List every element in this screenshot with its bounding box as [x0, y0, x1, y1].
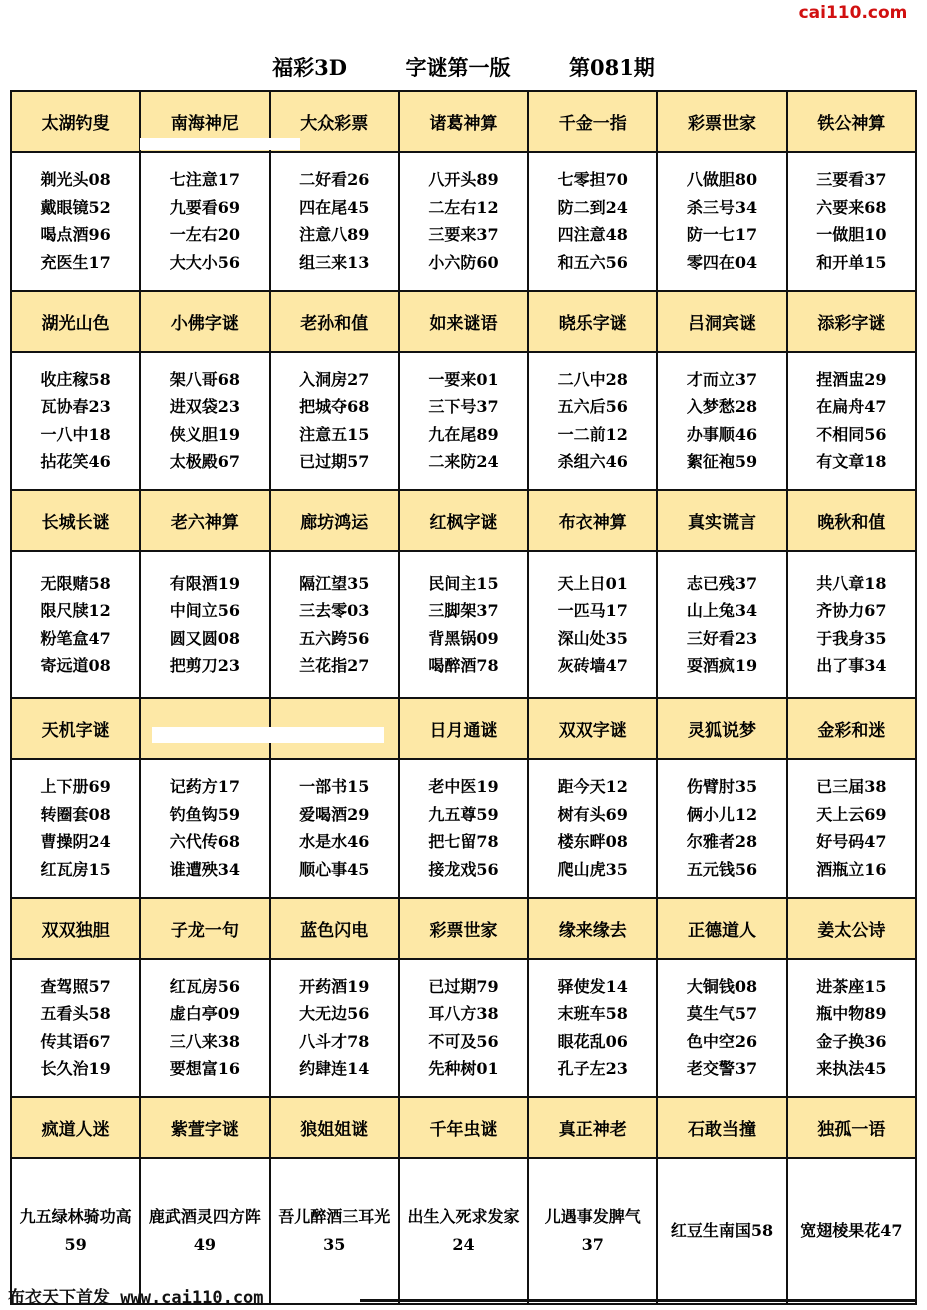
author-name-cell: 南海神尼 [140, 91, 269, 152]
riddle-row [11, 152, 916, 291]
riddle-line: 九五绿林骑功高59 [19, 1207, 132, 1255]
riddle-line: 齐协力67 [816, 601, 887, 621]
riddle-line: 把剪刀23 [169, 656, 241, 676]
riddle-line: 粉笔盒47 [40, 628, 111, 648]
author-name-cell: 红枫字谜 [399, 490, 528, 551]
riddle-line: 大铜钱08 [686, 976, 758, 996]
riddle-line: 一八中18 [40, 424, 111, 444]
riddle-line: 伤臂肘35 [686, 777, 758, 797]
riddle-line: 九要看69 [169, 197, 241, 217]
riddle-line: 喝醉酒78 [428, 656, 499, 676]
riddle-line: 鹿武酒灵四方阵49 [148, 1207, 261, 1255]
riddle-line: 瓦协春23 [40, 397, 111, 417]
riddle-line: 孔子左23 [557, 1059, 628, 1079]
author-name-cell: 正德道人 [657, 898, 786, 959]
riddle-line: 好号码47 [816, 832, 887, 852]
riddle-line: 兰花指27 [299, 656, 370, 676]
riddle-line: 大无边56 [299, 1004, 370, 1024]
riddle-line: 二来防24 [428, 452, 499, 472]
riddle-line: 把城夺68 [299, 397, 370, 417]
riddle-line: 先种树01 [428, 1059, 499, 1079]
riddle-line: 组三来13 [299, 252, 370, 272]
riddle-cell [399, 959, 528, 1098]
riddle-line: 限尺牍12 [40, 601, 111, 621]
riddle-cell [140, 551, 269, 698]
riddle-line: 一匹马17 [557, 601, 628, 621]
riddle-table [10, 90, 917, 1305]
riddle-line: 耳八方38 [428, 1004, 499, 1024]
riddle-row [11, 759, 916, 898]
riddle-line: 一要来01 [428, 369, 499, 389]
author-name-cell: 晚秋和值 [787, 490, 916, 551]
riddle-line: 防二到24 [557, 197, 628, 217]
author-name-cell: 疯道人迷 [11, 1097, 140, 1158]
author-name-cell: 日月通谜 [399, 698, 528, 759]
riddle-line: 二八中28 [557, 369, 628, 389]
riddle-line: 防一七17 [686, 225, 758, 245]
riddle-line: 老交警37 [686, 1059, 758, 1079]
riddle-line: 民间主15 [428, 573, 499, 593]
riddle-line: 志已残37 [686, 573, 758, 593]
author-name-cell: 狼姐姐谜 [270, 1097, 399, 1158]
riddle-line: 要想富16 [169, 1059, 241, 1079]
author-name-cell: 诸葛神算 [399, 91, 528, 152]
riddle-cell [140, 152, 269, 291]
riddle-line: 四注意48 [557, 225, 628, 245]
riddle-line: 耍酒疯19 [686, 656, 758, 676]
riddle-line: 二好看26 [299, 170, 370, 190]
riddle-line: 末班车58 [557, 1004, 628, 1024]
riddle-line: 共八章18 [816, 573, 887, 593]
riddle-cell [657, 551, 786, 698]
riddle-line: 吾儿醉酒三耳光35 [278, 1207, 391, 1255]
riddle-line: 谁遭殃34 [169, 859, 241, 879]
riddle-cell [528, 959, 657, 1098]
author-name-cell: 廊坊鸿运 [270, 490, 399, 551]
riddle-cell [528, 152, 657, 291]
riddle-cell [787, 1158, 916, 1304]
riddle-line: 色中空26 [686, 1031, 758, 1051]
riddle-line: 约肆连14 [299, 1059, 370, 1079]
riddle-line: 爱喝酒29 [299, 804, 370, 824]
riddle-cell [11, 352, 140, 491]
riddle-line: 才而立37 [686, 369, 758, 389]
riddle-line: 钓鱼钩59 [169, 804, 241, 824]
riddle-line: 隔江望35 [299, 573, 370, 593]
riddle-line: 三八来38 [169, 1031, 241, 1051]
author-name-cell: 铁公神算 [787, 91, 916, 152]
author-name-cell: 灵狐说梦 [657, 698, 786, 759]
riddle-line: 已过期79 [428, 976, 499, 996]
riddle-line: 充医生17 [40, 252, 111, 272]
riddle-cell [528, 759, 657, 898]
riddle-line: 酒瓶立16 [816, 859, 887, 879]
riddle-cell [270, 551, 399, 698]
riddle-line: 和五六56 [557, 252, 628, 272]
riddle-line: 杀三号34 [686, 197, 758, 217]
author-name-cell: 太湖钓叟 [11, 91, 140, 152]
riddle-line: 把七留78 [428, 832, 499, 852]
riddle-line: 宽翅棱果花47 [800, 1221, 903, 1241]
riddle-line: 寄远道08 [40, 656, 111, 676]
riddle-line: 开药酒19 [299, 976, 370, 996]
author-name-cell: 姜太公诗 [787, 898, 916, 959]
riddle-line: 接龙戏56 [428, 859, 499, 879]
riddle-line: 儿遇事发脾气37 [544, 1207, 641, 1255]
riddle-line: 三要看37 [816, 170, 887, 190]
riddle-line: 红瓦房15 [40, 859, 111, 879]
riddle-line: 一二前12 [557, 424, 628, 444]
riddle-cell [787, 759, 916, 898]
author-name-cell: 金彩和迷 [787, 698, 916, 759]
author-name-cell: 千金一指 [528, 91, 657, 152]
riddle-line: 八做胆80 [686, 170, 758, 190]
riddle-line: 山上兔34 [686, 601, 758, 621]
riddle-line: 有文章18 [816, 452, 887, 472]
riddle-line: 二左右12 [428, 197, 499, 217]
riddle-line: 灰砖墙47 [557, 656, 628, 676]
riddle-line: 记药方17 [169, 777, 241, 797]
riddle-line: 侠义胆19 [169, 424, 241, 444]
riddle-line: 老中医19 [428, 777, 499, 797]
riddle-line: 三要来37 [428, 225, 499, 245]
riddle-cell [787, 152, 916, 291]
riddle-line: 九在尾89 [428, 424, 499, 444]
riddle-line: 瓶中物89 [816, 1004, 887, 1024]
author-name-cell: 大众彩票 [270, 91, 399, 152]
riddle-cell [11, 759, 140, 898]
riddle-line: 注意五15 [299, 424, 370, 444]
riddle-line: 转圈套08 [40, 804, 111, 824]
riddle-line: 办事顺46 [686, 424, 758, 444]
footer-divider [360, 1299, 917, 1302]
riddle-cell [657, 152, 786, 291]
smudge-mark [152, 727, 384, 743]
riddle-cell [270, 759, 399, 898]
riddle-line: 距今天12 [557, 777, 628, 797]
author-name-cell: 晓乐字谜 [528, 291, 657, 352]
riddle-line: 五元钱56 [686, 859, 758, 879]
riddle-line: 三去零03 [299, 601, 370, 621]
author-name-cell: 彩票世家 [657, 91, 786, 152]
riddle-line: 出生入死求发家24 [407, 1207, 520, 1255]
riddle-cell [140, 759, 269, 898]
riddle-line: 深山处35 [557, 628, 628, 648]
riddle-line: 水是水46 [299, 832, 370, 852]
riddle-cell [140, 352, 269, 491]
riddle-cell [528, 1158, 657, 1304]
author-name-cell: 子龙一句 [140, 898, 269, 959]
riddle-line: 一部书15 [299, 777, 370, 797]
riddle-line: 树有头69 [557, 804, 628, 824]
author-name-cell: 长城长谜 [11, 490, 140, 551]
riddle-line: 大大小56 [169, 252, 241, 272]
author-name-cell: 添彩字谜 [787, 291, 916, 352]
author-name-cell: 天机字谜 [11, 698, 140, 759]
riddle-line: 俩小儿12 [686, 804, 758, 824]
riddle-cell [140, 959, 269, 1098]
author-name-cell: 真正神老 [528, 1097, 657, 1158]
riddle-line: 一做胆10 [816, 225, 887, 245]
riddle-line: 和开单15 [816, 252, 887, 272]
riddle-cell [787, 959, 916, 1098]
riddle-line: 三下号37 [428, 397, 499, 417]
riddle-cell [787, 352, 916, 491]
riddle-line: 拈花笑46 [40, 452, 111, 472]
riddle-line: 进双袋23 [169, 397, 241, 417]
riddle-cell [528, 352, 657, 491]
riddle-line: 有限酒19 [169, 573, 241, 593]
riddle-line: 在扁舟47 [816, 397, 887, 417]
riddle-line: 进茶座15 [816, 976, 887, 996]
riddle-line: 上下册69 [40, 777, 111, 797]
riddle-line: 天上云69 [816, 804, 887, 824]
riddle-line: 六要来68 [816, 197, 887, 217]
author-name-cell: 蓝色闪电 [270, 898, 399, 959]
riddle-line: 杀组六46 [557, 452, 628, 472]
riddle-row [11, 959, 916, 1098]
riddle-line: 四在尾45 [299, 197, 370, 217]
riddle-line: 小六防60 [428, 252, 499, 272]
riddle-line: 零四在04 [686, 252, 758, 272]
riddle-line: 驿使发14 [557, 976, 628, 996]
header-row [11, 898, 916, 959]
riddle-line: 中间立56 [169, 601, 241, 621]
author-name-cell: 石敢当撞 [657, 1097, 786, 1158]
riddle-line: 架八哥68 [169, 369, 241, 389]
riddle-line: 长久治19 [40, 1059, 111, 1079]
riddle-cell [657, 759, 786, 898]
smudge-mark [140, 138, 300, 150]
riddle-line: 莫生气57 [686, 1004, 758, 1024]
riddle-line: 入洞房27 [299, 369, 370, 389]
riddle-line: 捏酒盅29 [816, 369, 887, 389]
riddle-cell [787, 551, 916, 698]
riddle-line: 八开头89 [428, 170, 499, 190]
riddle-cell [399, 352, 528, 491]
riddle-line: 不可及56 [428, 1031, 499, 1051]
riddle-line: 顺心事45 [299, 859, 370, 879]
riddle-cell [11, 959, 140, 1098]
riddle-line: 戴眼镜52 [40, 197, 111, 217]
riddle-cell [657, 959, 786, 1098]
footer-slogan: 布衣天下首发 www.cai110.com [8, 1288, 264, 1308]
riddle-cell [399, 759, 528, 898]
riddle-line: 背黑锅09 [428, 628, 499, 648]
riddle-cell [270, 152, 399, 291]
riddle-line: 注意八89 [299, 225, 370, 245]
riddle-line: 尔雅者28 [686, 832, 758, 852]
riddle-line: 喝点酒96 [40, 225, 111, 245]
author-name-cell: 老六神算 [140, 490, 269, 551]
riddle-line: 来执法45 [816, 1059, 887, 1079]
riddle-line: 无限赌58 [40, 573, 111, 593]
riddle-line: 三好看23 [686, 628, 758, 648]
riddle-cell [270, 352, 399, 491]
author-name-cell: 缘来缘去 [528, 898, 657, 959]
riddle-cell [270, 1158, 399, 1304]
riddle-line: 红豆生南国58 [670, 1221, 774, 1241]
page-title: 福彩3D 字谜第一版 第081期 [272, 55, 655, 80]
riddle-line: 八斗才78 [299, 1031, 370, 1051]
riddle-line: 于我身35 [816, 628, 887, 648]
riddle-line: 曹操阴24 [40, 832, 111, 852]
riddle-line: 入梦愁28 [686, 397, 758, 417]
header-row [11, 1097, 916, 1158]
riddle-line: 传其语67 [40, 1031, 111, 1051]
riddle-line: 楼东畔08 [557, 832, 628, 852]
author-name-cell: 双双独胆 [11, 898, 140, 959]
riddle-line: 九五尊59 [428, 804, 499, 824]
riddle-line: 五六后56 [557, 397, 628, 417]
riddle-line: 出了事34 [816, 656, 887, 676]
author-name-cell: 如来谜语 [399, 291, 528, 352]
riddle-line: 不相同56 [816, 424, 887, 444]
riddle-line: 剃光头08 [40, 170, 111, 190]
riddle-cell [11, 551, 140, 698]
riddle-line: 圆又圆08 [169, 628, 241, 648]
riddle-cell [11, 152, 140, 291]
riddle-line: 收庄稼58 [40, 369, 111, 389]
author-name-cell: 小佛字谜 [140, 291, 269, 352]
riddle-line: 虚白亭09 [169, 1004, 241, 1024]
riddle-line: 已三届38 [816, 777, 887, 797]
author-name-cell: 彩票世家 [399, 898, 528, 959]
riddle-line: 红瓦房56 [169, 976, 241, 996]
riddle-cell [528, 551, 657, 698]
riddle-cell [270, 959, 399, 1098]
riddle-cell [657, 352, 786, 491]
header-row [11, 291, 916, 352]
author-name-cell: 独孤一语 [787, 1097, 916, 1158]
author-name-cell: 布衣神算 [528, 490, 657, 551]
author-name-cell: 双双字谜 [528, 698, 657, 759]
riddle-line: 查驾照57 [40, 976, 111, 996]
riddle-line: 七注意17 [169, 170, 241, 190]
riddle-line: 太极殿67 [169, 452, 241, 472]
riddle-line: 六代传68 [169, 832, 241, 852]
site-link[interactable]: cai110.com [783, 0, 923, 26]
author-name-cell: 真实谎言 [657, 490, 786, 551]
riddle-line: 金子换36 [816, 1031, 887, 1051]
riddle-line: 天上日01 [557, 573, 628, 593]
author-name-cell: 湖光山色 [11, 291, 140, 352]
author-name-cell: 吕洞宾谜 [657, 291, 786, 352]
riddle-cell [657, 1158, 786, 1304]
header-row [11, 698, 916, 759]
riddle-row [11, 352, 916, 491]
riddle-line: 已过期57 [299, 452, 370, 472]
author-name-cell: 紫萱字谜 [140, 1097, 269, 1158]
author-name-cell: 老孙和值 [270, 291, 399, 352]
riddle-cell [399, 1158, 528, 1304]
riddle-line: 爬山虎35 [557, 859, 628, 879]
riddle-line: 五看头58 [40, 1004, 111, 1024]
header-row [11, 490, 916, 551]
riddle-cell [399, 551, 528, 698]
riddle-line: 七零担70 [557, 170, 628, 190]
riddle-line: 絮征袍59 [686, 452, 758, 472]
riddle-line: 一左右20 [169, 225, 241, 245]
riddle-row [11, 551, 916, 698]
author-name-cell: 千年虫谜 [399, 1097, 528, 1158]
riddle-line: 三脚架37 [428, 601, 499, 621]
riddle-cell [399, 152, 528, 291]
riddle-line: 眼花乱06 [557, 1031, 628, 1051]
riddle-line: 五六跨56 [299, 628, 370, 648]
